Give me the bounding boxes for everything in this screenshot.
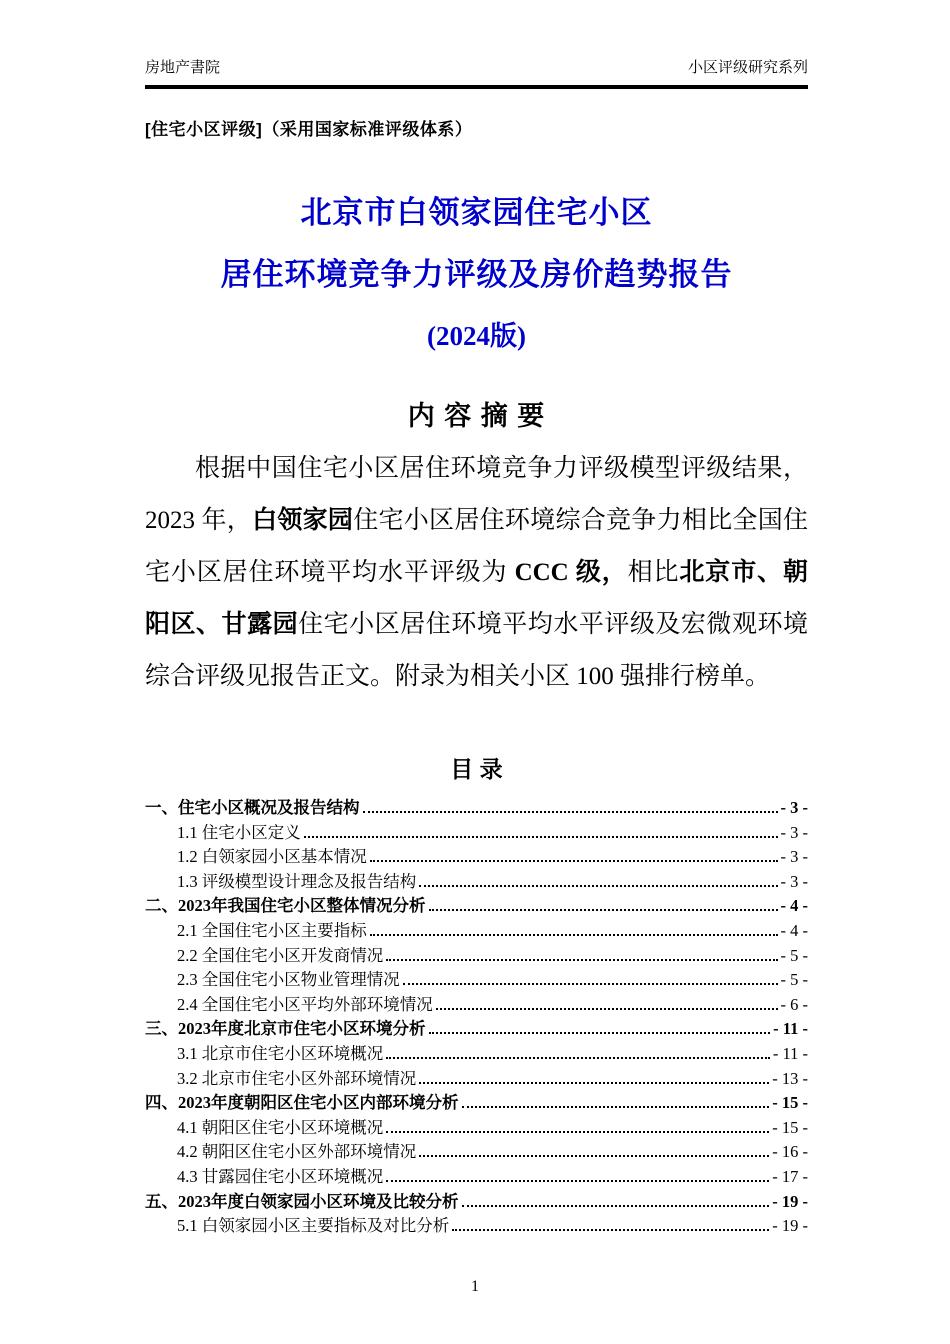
toc-entry-page: - 11 - (772, 1043, 808, 1063)
toc-entry-label: 1.2 白领家园小区基本情况 (177, 847, 367, 867)
toc-entry (145, 1042, 808, 1067)
toc-dotted-leader (419, 1082, 769, 1084)
toc-entry-label: 1.3 评级模型设计理念及报告结构 (177, 871, 417, 891)
header-left-text: 房地产書院 (145, 60, 221, 76)
summary-heading: 内 容 摘 要 (407, 401, 546, 431)
toc-entry-page: - 5 - (780, 970, 808, 990)
summary-segment: 相比 (627, 559, 680, 586)
toc-dotted-leader (370, 860, 778, 862)
summary-segment: CCC 级， (514, 559, 628, 586)
summary-segment: 住宅小区居住环境综合竞争力相比全国住宅小区居住环境平均水平评级为 (145, 507, 808, 586)
toc-list (145, 796, 808, 1239)
toc-entry (145, 870, 808, 895)
toc-dotted-leader (363, 811, 778, 813)
toc-dotted-leader (386, 1131, 769, 1133)
summary-segment: 北京市、朝阳区、甘露园 (145, 559, 808, 638)
toc-entry-label: 2.2 全国住宅小区开发商情况 (177, 945, 384, 965)
summary-paragraph (145, 443, 808, 703)
toc-entry-page: - 3 - (780, 822, 808, 842)
toc-entry-label: 3.2 北京市住宅小区外部环境情况 (177, 1068, 417, 1088)
toc-entry-page: - 15 - (772, 1093, 808, 1113)
document-header (145, 56, 808, 89)
toc-entry (145, 1165, 808, 1190)
page-number: 1 (471, 1278, 479, 1295)
toc-entry-page: - 3 - (780, 798, 808, 817)
toc-entry-page: - 6 - (780, 994, 808, 1014)
toc-entry-label: 2.3 全国住宅小区物业管理情况 (177, 970, 400, 990)
header-right-text: 小区评级研究系列 (687, 60, 808, 76)
toc-entry-label: 四、2023年度朝阳区住宅小区内部环境分析 (145, 1093, 459, 1113)
toc-dotted-leader (403, 983, 778, 985)
toc-entry-label: 三、2023年度北京市住宅小区环境分析 (145, 1019, 426, 1039)
toc-dotted-leader (386, 1057, 770, 1059)
report-title-line1: 北京市白领家园住宅小区 (300, 195, 653, 230)
toc-entry (145, 944, 808, 969)
toc-entry-label: 4.3 甘露园住宅小区环境概况 (177, 1166, 384, 1186)
toc-entry-page: - 4 - (780, 896, 808, 916)
toc-entry-label: 4.2 朝阳区住宅小区外部环境情况 (177, 1142, 417, 1162)
toc-entry (145, 1140, 808, 1165)
toc-entry (145, 796, 808, 821)
toc-entry (145, 993, 808, 1018)
toc-entry-page: - 17 - (772, 1166, 808, 1186)
toc-entry-page: - 5 - (780, 945, 808, 965)
toc-dotted-leader (370, 934, 778, 936)
toc-entry (145, 968, 808, 993)
toc-dotted-leader (436, 1008, 778, 1010)
toc-entry-label: 1.1 住宅小区定义 (177, 822, 301, 842)
report-title-edition: (2024版) (427, 321, 526, 351)
toc-dotted-leader (462, 1106, 770, 1108)
toc-dotted-leader (462, 1205, 770, 1207)
toc-entry (145, 821, 808, 846)
toc-entry (145, 1190, 808, 1215)
toc-entry (145, 845, 808, 870)
toc-entry-label: 3.1 北京市住宅小区环境概况 (177, 1043, 384, 1063)
summary-segment: 白领家园 (252, 507, 354, 534)
toc-dotted-leader (419, 1155, 769, 1157)
toc-entry-label: 5.1 白领家园小区主要指标及对比分析 (177, 1216, 450, 1236)
toc-dotted-leader (304, 836, 778, 838)
toc-entry (145, 1214, 808, 1239)
toc-dotted-leader (452, 1229, 769, 1231)
summary-segment: 住宅小区居住环境平均水平评级及宏微观环境综合评级见报告正文。附录为相关小区 100 强排行榜单。 (145, 611, 808, 690)
toc-entry-page: - 19 - (772, 1191, 808, 1211)
summary-segment: 根据中国住宅小区居住环境竞争力评级模型评级结果，2023 年， (145, 455, 808, 534)
toc-entry (145, 1091, 808, 1116)
toc-entry-label: 2.4 全国住宅小区平均外部环境情况 (177, 994, 433, 1014)
toc-entry-page: - 3 - (780, 847, 808, 867)
toc-entry-page: - 13 - (772, 1068, 808, 1088)
toc-dotted-leader (386, 1180, 769, 1182)
toc-entry (145, 919, 808, 944)
toc-entry (145, 894, 808, 919)
toc-entry-label: 二、2023年我国住宅小区整体情况分析 (145, 896, 426, 916)
toc-entry-page: - 3 - (780, 871, 808, 891)
toc-entry-page: - 19 - (772, 1216, 808, 1236)
toc-heading: 目 录 (450, 756, 503, 782)
toc-dotted-leader (386, 959, 777, 961)
toc-entry (145, 1116, 808, 1141)
toc-dotted-leader (429, 909, 778, 911)
toc-entry (145, 1067, 808, 1092)
report-title-block (145, 182, 808, 366)
report-title-line2: 居住环境竞争力评级及房价趋势报告 (220, 257, 733, 292)
page-footer (0, 1278, 950, 1296)
rating-tag-line: [住宅小区评级]（采用国家标准评级体系） (145, 120, 473, 139)
toc-entry (145, 1017, 808, 1042)
toc-entry-label: 一、住宅小区概况及报告结构 (145, 798, 360, 817)
toc-entry-page: - 15 - (772, 1117, 808, 1137)
toc-dotted-leader (419, 885, 777, 887)
toc-entry-page: - 4 - (780, 920, 808, 940)
toc-entry-label: 五、2023年度白领家园小区环境及比较分析 (145, 1191, 459, 1211)
toc-entry-label: 4.1 朝阳区住宅小区环境概况 (177, 1117, 384, 1137)
toc-entry-label: 2.1 全国住宅小区主要指标 (177, 920, 367, 940)
toc-dotted-leader (429, 1032, 771, 1034)
toc-entry-page: - 16 - (772, 1142, 808, 1162)
toc-entry-page: - 11 - (773, 1019, 808, 1039)
